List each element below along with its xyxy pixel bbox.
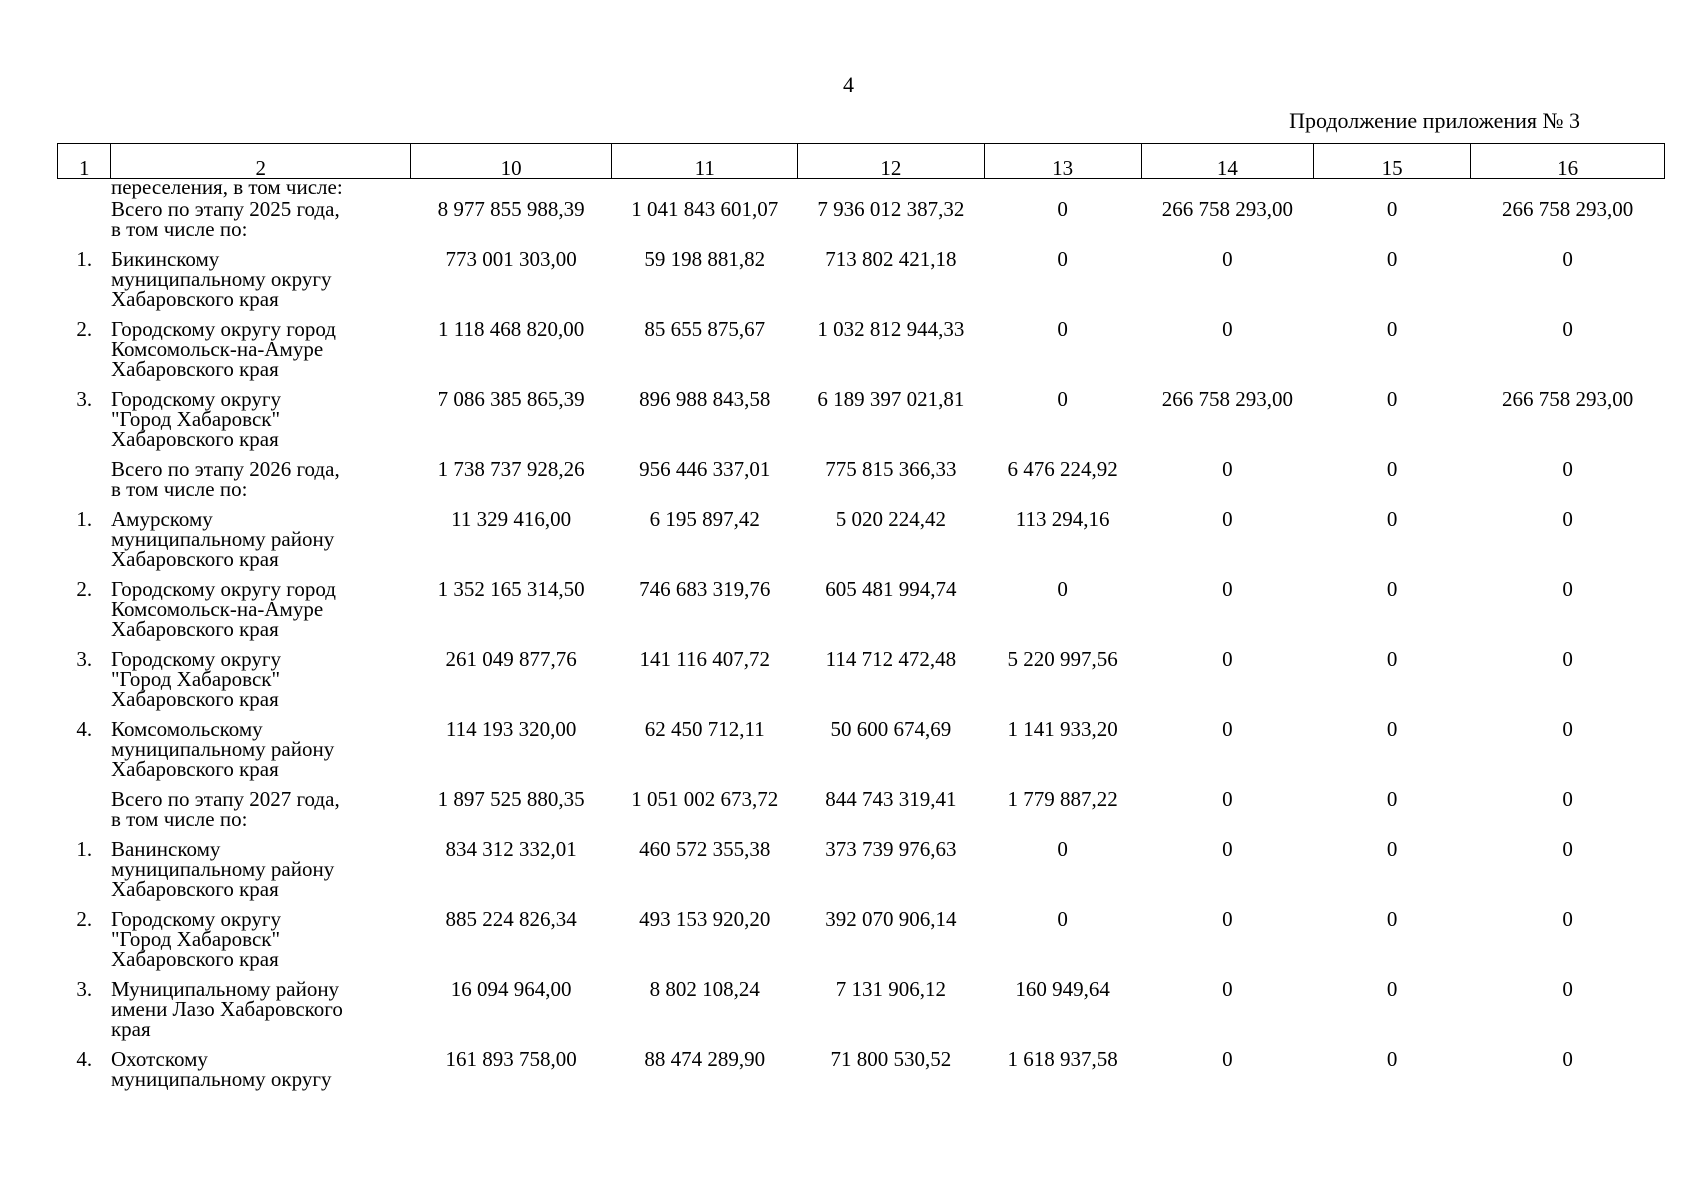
- row-name-line: Городскому округу: [110, 387, 281, 411]
- value-cell-col-11: 141 116 407,72: [639, 647, 770, 671]
- value-cell-col-12: 844 743 319,41: [825, 787, 957, 811]
- row-name-cell: [111, 979, 411, 1049]
- row-name-cell: [111, 389, 411, 459]
- row-name-cell: [110, 175, 411, 200]
- value-cell-col-15: 0: [1386, 907, 1398, 931]
- value-cell-col-13: 113 294,16: [1015, 507, 1110, 531]
- value-cell-col-12: 71 800 530,52: [830, 1047, 952, 1071]
- value-cell-col-13: 1 779 887,22: [1007, 787, 1118, 811]
- value-cell-col-16: 266 758 293,00: [1502, 197, 1634, 221]
- value-cell-col-12: 5 020 224,42: [835, 507, 947, 531]
- value-cell-col-13: 0: [1057, 317, 1068, 341]
- row-name-line: Хабаровского края: [110, 617, 279, 641]
- row-name-line: муниципальному району: [110, 527, 335, 551]
- row-number-cell: 2.: [76, 577, 93, 601]
- row-name-line: Всего по этапу 2026 года,: [110, 457, 340, 481]
- value-cell-col-13: 5 220 997,56: [1007, 647, 1118, 671]
- table-row: [58, 1049, 1665, 1101]
- row-number-cell: 1.: [76, 507, 93, 531]
- value-cell-col-16: 0: [1562, 247, 1573, 271]
- row-number-cell: 2.: [76, 317, 93, 341]
- data-table: [57, 143, 1665, 1101]
- value-cell-col-11: 493 153 920,20: [639, 907, 771, 931]
- value-cell-col-12: 373 739 976,63: [825, 837, 957, 861]
- value-cell-col-14: 0: [1222, 247, 1233, 271]
- column-header: 2: [111, 144, 411, 179]
- row-name-line: Городскому округу город: [110, 317, 336, 341]
- value-cell-col-10: 8 977 855 988,39: [437, 197, 585, 221]
- subtotal-row: [58, 459, 1665, 509]
- value-cell-col-13: 0: [1057, 837, 1068, 861]
- value-cell-col-15: 0: [1386, 507, 1398, 531]
- row-name-line: Городскому округу: [110, 907, 281, 931]
- row-name-cell: [111, 319, 411, 389]
- row-name-line: Охотскому: [110, 1047, 208, 1071]
- value-cell-col-15: 0: [1386, 247, 1398, 271]
- value-cell-col-14: 0: [1222, 647, 1233, 671]
- value-cell-col-13: 6 476 224,92: [1007, 457, 1118, 481]
- value-cell-col-14: 0: [1222, 507, 1233, 531]
- value-cell-col-14: 0: [1222, 907, 1233, 931]
- value-cell-col-15: 0: [1386, 647, 1398, 671]
- row-name-line: Бикинскому: [110, 247, 220, 271]
- value-cell-col-11: 88 474 289,90: [644, 1047, 766, 1071]
- row-name-line: Хабаровского края: [110, 427, 279, 451]
- row-name-line: Хабаровского края: [110, 287, 279, 311]
- row-name-line: "Город Хабаровск": [110, 407, 281, 431]
- row-number-cell: [58, 459, 111, 509]
- value-cell-col-14: 0: [1222, 787, 1233, 811]
- value-cell-col-10: 834 312 332,01: [445, 837, 577, 861]
- row-name-cell: [111, 579, 411, 649]
- table-body: [58, 175, 1665, 1102]
- row-name-line: Хабаровского края: [110, 757, 279, 781]
- value-cell-col-16: 0: [1562, 577, 1573, 601]
- value-cell-col-15: 0: [1386, 197, 1398, 221]
- row-name-line: "Город Хабаровск": [110, 927, 281, 951]
- value-cell-col-15: 0: [1386, 387, 1398, 411]
- value-cell-col-11: 59 198 881,82: [644, 247, 766, 271]
- value-cell-col-11: 62 450 712,11: [644, 717, 765, 741]
- value-cell-col-16: 0: [1562, 1047, 1573, 1071]
- row-number-cell: [58, 179, 111, 200]
- value-cell-col-10: 7 086 385 865,39: [437, 387, 585, 411]
- row-name-line: муниципальному округу: [110, 267, 332, 291]
- value-cell-col-16: 0: [1562, 457, 1573, 481]
- value-cell-col-15: 0: [1386, 577, 1398, 601]
- row-name-line: "Город Хабаровск": [110, 667, 281, 691]
- row-name-line: муниципальному району: [110, 737, 335, 761]
- table-row: [58, 909, 1665, 979]
- column-number-row: [58, 144, 1665, 179]
- value-cell-col-13: 160 949,64: [1015, 977, 1110, 1001]
- row-name-line: имени Лазо Хабаровского: [110, 997, 343, 1021]
- row-name-line: Всего по этапу 2027 года,: [110, 787, 340, 811]
- table-row: [58, 719, 1665, 789]
- row-name-cell: [111, 249, 411, 319]
- column-header: 11: [612, 144, 798, 179]
- value-cell-col-10: 773 001 303,00: [445, 247, 577, 271]
- continuation-row: [58, 179, 1665, 200]
- row-name-line: Комсомольск-на-Амуре: [110, 597, 324, 621]
- row-name-cell: [111, 199, 411, 249]
- value-cell-col-10: 161 893 758,00: [445, 1047, 577, 1071]
- value-cell-col-14: 0: [1222, 837, 1233, 861]
- row-name-cell: [111, 1049, 411, 1101]
- row-name-line: Городскому округу город: [110, 577, 336, 601]
- row-name-cell: [111, 719, 411, 789]
- value-cell-col-11: 85 655 875,67: [644, 317, 766, 341]
- row-number-cell: 1.: [76, 837, 93, 861]
- value-cell-col-13: 1 141 933,20: [1007, 717, 1118, 741]
- value-cell-col-15: 0: [1386, 837, 1398, 861]
- value-cell-col-13: 0: [1057, 907, 1068, 931]
- row-name-line: муниципальному округу: [110, 1067, 332, 1091]
- row-name-line: муниципальному району: [110, 857, 335, 881]
- value-cell-col-10: 885 224 826,34: [445, 907, 577, 931]
- value-cell-col-10: 261 049 877,76: [445, 647, 577, 671]
- column-header: 15: [1314, 144, 1471, 179]
- row-name-line: в том числе по:: [110, 807, 248, 831]
- value-cell-col-12: 50 600 674,69: [830, 717, 952, 741]
- value-cell-col-13: 0: [1057, 577, 1068, 601]
- column-header: 1: [58, 144, 111, 179]
- table-row: [58, 389, 1665, 459]
- table-row: [58, 839, 1665, 909]
- value-cell-col-11: 956 446 337,01: [639, 457, 771, 481]
- value-cell-col-10: 1 352 165 314,50: [437, 577, 585, 601]
- value-cell-col-12: 605 481 994,74: [825, 577, 957, 601]
- value-cell-col-10: 16 094 964,00: [450, 977, 572, 1001]
- column-header: 13: [984, 144, 1141, 179]
- value-cell-col-12: 6 189 397 021,81: [817, 387, 965, 411]
- row-number-cell: 4.: [76, 717, 93, 741]
- value-cell-col-16: 0: [1562, 717, 1573, 741]
- table-row: [58, 649, 1665, 719]
- value-cell-col-12: 114 712 472,48: [825, 647, 957, 671]
- row-name-line: Хабаровского края: [110, 357, 279, 381]
- row-name-line: в том числе по:: [110, 477, 248, 501]
- value-cell-col-13: 0: [1057, 387, 1068, 411]
- row-name-line: края: [110, 1017, 151, 1041]
- row-number-cell: 1.: [76, 247, 93, 271]
- row-name-line: Муниципальному району: [110, 977, 340, 1001]
- row-name-cell: [111, 459, 411, 509]
- row-name-line: Комсомольск-на-Амуре: [110, 337, 324, 361]
- value-cell-col-14: 0: [1222, 457, 1233, 481]
- row-name-line: Хабаровского края: [110, 547, 279, 571]
- value-cell-col-11: 1 041 843 601,07: [631, 197, 779, 221]
- column-header: 14: [1141, 144, 1313, 179]
- row-number-cell: 2.: [76, 907, 93, 931]
- row-number-cell: [58, 789, 111, 839]
- row-name-line: Амурскому: [110, 507, 213, 531]
- table-row: [58, 579, 1665, 649]
- value-cell-col-10: 1 118 468 820,00: [438, 317, 585, 341]
- value-cell-col-15: 0: [1386, 787, 1398, 811]
- value-cell-col-12: 1 032 812 944,33: [817, 317, 965, 341]
- value-cell-col-13: 1 618 937,58: [1007, 1047, 1118, 1071]
- value-cell-col-16: 0: [1562, 317, 1573, 341]
- subtotal-row: [58, 789, 1665, 839]
- value-cell-col-15: 0: [1386, 457, 1398, 481]
- row-number-cell: 3.: [76, 647, 93, 671]
- value-cell-col-11: 6 195 897,42: [649, 507, 760, 531]
- row-name-cell: [111, 789, 411, 839]
- row-name-line: Хабаровского края: [110, 687, 279, 711]
- row-name-line: Ванинскому: [110, 837, 221, 861]
- row-name-line: Хабаровского края: [110, 877, 279, 901]
- row-name-line: Хабаровского края: [110, 947, 279, 971]
- value-cell-col-16: 0: [1562, 837, 1573, 861]
- value-cell-col-12: 392 070 906,14: [825, 907, 957, 931]
- value-cell-col-11: 896 988 843,58: [639, 387, 771, 411]
- row-name-line: Всего по этапу 2025 года,: [110, 197, 340, 221]
- row-name-cell: [111, 509, 411, 579]
- value-cell-col-14: 0: [1222, 317, 1233, 341]
- annex-caption: Продолжение приложения № 3: [1289, 108, 1580, 133]
- row-number-cell: 3.: [76, 977, 93, 1001]
- row-name-line: в том числе по:: [110, 217, 248, 241]
- value-cell-col-14: 0: [1222, 1047, 1233, 1071]
- value-cell-col-15: 0: [1386, 1047, 1398, 1071]
- value-cell-col-14: 266 758 293,00: [1161, 387, 1294, 411]
- value-cell-col-11: 460 572 355,38: [639, 837, 771, 861]
- value-cell-col-12: 7 936 012 387,32: [817, 197, 965, 221]
- value-cell-col-11: 8 802 108,24: [649, 977, 760, 1001]
- column-header: 10: [411, 144, 612, 179]
- value-cell-col-14: 0: [1222, 577, 1233, 601]
- value-cell-col-15: 0: [1386, 317, 1398, 341]
- column-header: 16: [1471, 144, 1665, 179]
- subtotal-row: [58, 199, 1665, 249]
- value-cell-col-12: 713 802 421,18: [825, 247, 957, 271]
- row-number-cell: 3.: [76, 387, 93, 411]
- value-cell-col-16: 0: [1562, 507, 1573, 531]
- value-cell-col-16: 0: [1562, 907, 1573, 931]
- value-cell-col-14: 0: [1222, 717, 1233, 741]
- row-name-cell: [111, 909, 411, 979]
- row-name-cell: [111, 839, 411, 909]
- value-cell-col-16: 0: [1562, 977, 1573, 1001]
- value-cell-col-13: 0: [1057, 247, 1068, 271]
- column-header: 12: [798, 144, 984, 179]
- table-row: [58, 249, 1665, 319]
- value-cell-col-12: 7 131 906,12: [835, 977, 947, 1001]
- value-cell-col-14: 0: [1222, 977, 1233, 1001]
- value-cell-col-11: 1 051 002 673,72: [631, 787, 779, 811]
- value-cell-col-16: 0: [1562, 787, 1573, 811]
- value-cell-col-13: 0: [1057, 197, 1068, 221]
- row-name-line: Городскому округу: [110, 647, 281, 671]
- value-cell-col-10: 114 193 320,00: [445, 717, 577, 741]
- row-number-cell: 4.: [76, 1047, 93, 1071]
- page-number: 4: [843, 72, 854, 97]
- value-cell-col-11: 746 683 319,76: [639, 577, 771, 601]
- value-cell-col-12: 775 815 366,33: [825, 457, 957, 481]
- value-cell-col-10: 1 738 737 928,26: [437, 457, 585, 481]
- continuation-text: переселения, в том числе:: [110, 175, 343, 199]
- value-cell-col-16: 0: [1562, 647, 1573, 671]
- row-name-cell: [111, 649, 411, 719]
- value-cell-col-14: 266 758 293,00: [1161, 197, 1294, 221]
- table-row: [58, 979, 1665, 1049]
- value-cell-col-10: 1 897 525 880,35: [437, 787, 585, 811]
- value-cell-col-16: 266 758 293,00: [1502, 387, 1634, 411]
- value-cell-col-15: 0: [1386, 977, 1398, 1001]
- table-row: [58, 509, 1665, 579]
- row-name-line: Комсомольскому: [110, 717, 263, 741]
- value-cell-col-10: 11 329 416,00: [451, 507, 572, 531]
- table-row: [58, 319, 1665, 389]
- value-cell-col-15: 0: [1386, 717, 1398, 741]
- row-number-cell: [58, 199, 111, 249]
